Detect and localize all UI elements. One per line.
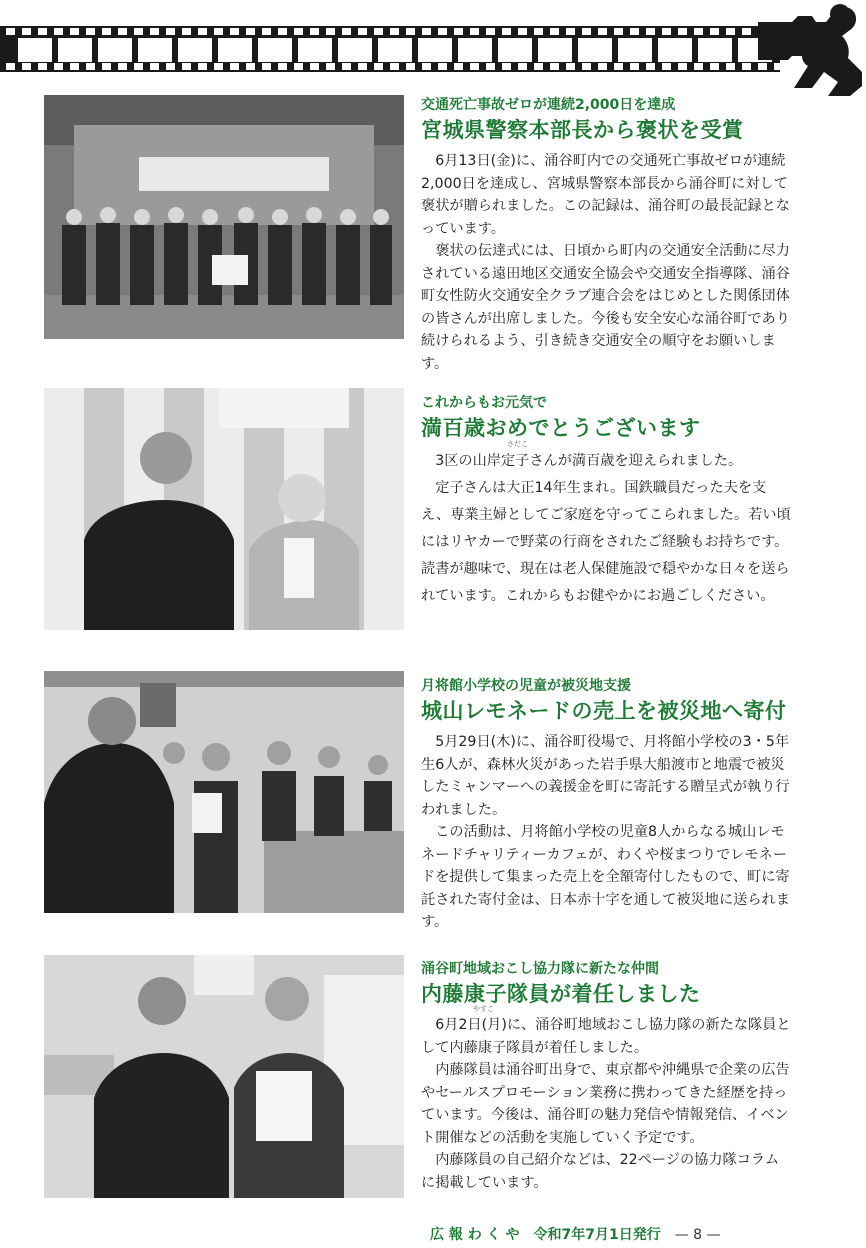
article-body bbox=[421, 440, 791, 610]
film-sprocket-hole bbox=[454, 28, 463, 35]
film-sprocket-hole bbox=[246, 28, 255, 35]
name-ruby: やすこ bbox=[473, 1005, 494, 1013]
article-paragraph: 6月13日(金)に、涌谷町内での交通死亡事故ゼロが連続2,000日を達成し、宮城県警察本部長から涌谷町に対して褒状が贈られました。この記録は、涌谷町の最長記録となっています。 bbox=[421, 153, 790, 237]
article-paragraph: 定子さんは大正14年生まれ。国鉄職員だった夫を支え、専業主婦としてご家庭を守ってこられました。若い頃にはリヤカーで野菜の行商をされたご経験もお持ちです。読書が趣味で、現在は老人保健施設で穏やかな日々を送られています。これからもお健やかにお過ごしください。 bbox=[421, 480, 791, 604]
page-number: — 8 — bbox=[674, 1227, 721, 1243]
article-body bbox=[421, 150, 791, 375]
film-sprocket-hole bbox=[550, 63, 559, 70]
film-frame bbox=[98, 38, 132, 62]
film-sprocket-hole bbox=[614, 28, 623, 35]
film-sprocket-hole bbox=[310, 63, 319, 70]
film-sprocket-hole bbox=[278, 63, 287, 70]
film-sprocket-hole bbox=[262, 63, 271, 70]
film-sprocket-hole bbox=[630, 63, 639, 70]
photo-new-member bbox=[44, 955, 404, 1198]
film-frame bbox=[658, 38, 692, 62]
film-sprocket-hole bbox=[726, 63, 735, 70]
film-sprocket-hole bbox=[710, 28, 719, 35]
film-sprocket-hole bbox=[342, 63, 351, 70]
film-sprocket-hole bbox=[70, 28, 79, 35]
film-sprocket-hole bbox=[198, 28, 207, 35]
photo-centenarian bbox=[44, 388, 404, 630]
article-body bbox=[421, 1005, 791, 1194]
film-sprocket-hole bbox=[454, 63, 463, 70]
article-paragraph: 内藤隊員の自己紹介などは、22ページの協力隊コラムに掲載しています。 bbox=[421, 1152, 780, 1191]
film-sprocket-hole bbox=[6, 28, 15, 35]
film-sprocket-hole bbox=[214, 28, 223, 35]
film-sprocket-hole bbox=[358, 28, 367, 35]
article-kicker: 交通死亡事故ゼロが連続2,000日を達成 bbox=[421, 97, 676, 113]
article-paragraph: 褒状の伝達式には、日頃から町内の交通安全活動に尽力されている遠田地区交通安全協会や交通安全指導隊、涌谷町女性防火交通安全クラブ連合会をはじめとした関係団体の皆さんが出席しました。今後も安全安心な涌谷町であり続けられるよう、引き続き交通安全の順守をお願いします。 bbox=[421, 243, 790, 372]
film-sprocket-hole bbox=[598, 28, 607, 35]
film-sprocket-hole bbox=[502, 28, 511, 35]
article-paragraph: 内藤隊員は涌谷町出身で、東京都や沖縄県で企業の広告やセールスプロモーション業務に携わってきた経歴を持っています。今後は、涌谷町の魅力発信や情報発信、イベント開催などの活動を実施していく予定です。 bbox=[421, 1062, 790, 1146]
film-frame bbox=[618, 38, 652, 62]
article-lemonade bbox=[421, 677, 791, 934]
article-kicker: これからもお元気で bbox=[421, 395, 547, 411]
film-sprocket-hole bbox=[118, 63, 127, 70]
page-footer bbox=[430, 1224, 721, 1244]
film-sprocket-hole bbox=[646, 63, 655, 70]
film-sprocket-hole bbox=[678, 63, 687, 70]
film-sprocket-hole bbox=[646, 28, 655, 35]
film-sprocket-hole bbox=[342, 28, 351, 35]
film-sprocket-hole bbox=[166, 28, 175, 35]
article-paragraph: 5月29日(木)に、涌谷町役場で、月将館小学校の3・5年生6人が、森林火災があった岩手県大船渡市と地震で被災したミャンマーへの義援金を町に寄託する贈呈式が執り行われました。 bbox=[421, 734, 790, 818]
film-strip-header bbox=[0, 26, 780, 72]
film-sprocket-hole bbox=[614, 63, 623, 70]
film-frame bbox=[18, 38, 52, 62]
film-sprocket-hole bbox=[214, 63, 223, 70]
film-sprocket-hole bbox=[166, 63, 175, 70]
film-sprocket-hole bbox=[566, 63, 575, 70]
film-sprocket-hole bbox=[134, 63, 143, 70]
film-sprocket-hole bbox=[102, 28, 111, 35]
film-sprocket-hole bbox=[278, 28, 287, 35]
film-sprocket-hole bbox=[582, 63, 591, 70]
film-sprocket-hole bbox=[230, 63, 239, 70]
film-sprocket-hole bbox=[102, 63, 111, 70]
film-sprocket-hole bbox=[374, 28, 383, 35]
film-sprocket-hole bbox=[118, 28, 127, 35]
film-sprocket-hole bbox=[662, 63, 671, 70]
film-sprocket-hole bbox=[390, 28, 399, 35]
article-paragraph: 6月2日(月)に、涌谷町地域おこし協力隊の新たな隊員として内藤康子隊員が着任しました。 bbox=[421, 1017, 791, 1056]
film-frame bbox=[498, 38, 532, 62]
article-body bbox=[421, 731, 791, 934]
film-sprocket-hole bbox=[182, 28, 191, 35]
film-sprocket-hole bbox=[566, 28, 575, 35]
film-sprocket-hole bbox=[374, 63, 383, 70]
film-sprocket-hole bbox=[582, 28, 591, 35]
film-sprocket-hole bbox=[86, 28, 95, 35]
film-sprocket-hole bbox=[86, 63, 95, 70]
article-headline: 宮城県警察本部長から褒状を受賞 bbox=[421, 118, 744, 142]
film-frame bbox=[138, 38, 172, 62]
film-sprocket-hole bbox=[294, 28, 303, 35]
film-sprocket-hole bbox=[662, 28, 671, 35]
film-sprocket-hole bbox=[470, 63, 479, 70]
film-sprocket-hole bbox=[518, 28, 527, 35]
photo-lemonade-donation bbox=[44, 671, 404, 913]
article-traffic-award bbox=[421, 96, 791, 375]
film-sprocket-hole bbox=[22, 28, 31, 35]
film-sprocket-hole bbox=[262, 28, 271, 35]
film-sprocket-hole bbox=[358, 63, 367, 70]
film-sprocket-hole bbox=[710, 63, 719, 70]
film-sprocket-hole bbox=[326, 63, 335, 70]
film-frame bbox=[698, 38, 732, 62]
film-sprocket-hole bbox=[22, 63, 31, 70]
film-sprocket-hole bbox=[550, 28, 559, 35]
film-sprocket-hole bbox=[310, 28, 319, 35]
film-sprocket-hole bbox=[422, 28, 431, 35]
article-paragraph: 3区の山岸定子さんが満百歳を迎えられました。 bbox=[435, 453, 743, 469]
article-centenarian bbox=[421, 394, 791, 610]
film-sprocket-hole bbox=[470, 28, 479, 35]
film-sprocket-hole bbox=[486, 63, 495, 70]
article-headline: 満百歳おめでとうございます bbox=[421, 416, 701, 440]
film-sprocket-hole bbox=[438, 63, 447, 70]
film-sprocket-hole bbox=[630, 28, 639, 35]
film-sprocket-hole bbox=[230, 28, 239, 35]
film-sprocket-hole bbox=[54, 28, 63, 35]
film-sprocket-hole bbox=[294, 63, 303, 70]
film-sprocket-hole bbox=[438, 28, 447, 35]
film-sprocket-hole bbox=[406, 28, 415, 35]
film-frame bbox=[58, 38, 92, 62]
film-sprocket-hole bbox=[6, 63, 15, 70]
film-sprocket-hole bbox=[150, 63, 159, 70]
film-sprocket-hole bbox=[598, 63, 607, 70]
film-sprocket-hole bbox=[726, 28, 735, 35]
film-sprocket-hole bbox=[694, 28, 703, 35]
publication-name: 広 報 わ く や bbox=[430, 1227, 520, 1243]
film-sprocket-hole bbox=[150, 28, 159, 35]
film-sprocket-hole bbox=[534, 63, 543, 70]
name-ruby: さだこ bbox=[507, 440, 528, 448]
film-sprocket-hole bbox=[54, 63, 63, 70]
article-headline: 内藤康子隊員が着任しました bbox=[421, 982, 701, 1006]
article-new-member bbox=[421, 960, 791, 1194]
film-sprocket-hole bbox=[678, 28, 687, 35]
film-sprocket-hole bbox=[246, 63, 255, 70]
article-headline: 城山レモネードの売上を被災地へ寄付 bbox=[421, 699, 787, 723]
film-frame bbox=[178, 38, 212, 62]
article-kicker: 月将館小学校の児童が被災地支援 bbox=[421, 678, 631, 694]
film-frame bbox=[418, 38, 452, 62]
film-sprocket-hole bbox=[182, 63, 191, 70]
film-sprocket-hole bbox=[326, 28, 335, 35]
film-sprocket-hole bbox=[134, 28, 143, 35]
film-sprocket-hole bbox=[38, 63, 47, 70]
film-sprocket-hole bbox=[422, 63, 431, 70]
film-frame bbox=[538, 38, 572, 62]
film-frame bbox=[218, 38, 252, 62]
photo-award-ceremony bbox=[44, 95, 404, 339]
film-frame bbox=[458, 38, 492, 62]
film-sprocket-hole bbox=[502, 63, 511, 70]
article-kicker: 涌谷町地域おこし協力隊に新たな仲間 bbox=[421, 961, 659, 977]
film-sprocket-hole bbox=[486, 28, 495, 35]
film-sprocket-hole bbox=[390, 63, 399, 70]
film-frame bbox=[338, 38, 372, 62]
photographer-silhouette-icon bbox=[744, 0, 862, 96]
film-frame bbox=[298, 38, 332, 62]
film-frame bbox=[578, 38, 612, 62]
film-frame bbox=[378, 38, 412, 62]
film-sprocket-hole bbox=[38, 28, 47, 35]
film-sprocket-hole bbox=[694, 63, 703, 70]
film-sprocket-hole bbox=[70, 63, 79, 70]
film-frame bbox=[258, 38, 292, 62]
film-sprocket-hole bbox=[406, 63, 415, 70]
film-sprocket-hole bbox=[518, 63, 527, 70]
article-paragraph: この活動は、月将館小学校の児童8人からなる城山レモネードチャリティーカフェが、わくや桜まつりでレモネードを提供して集まった売上を全額寄付したもので、町に寄託された寄付金は、日本赤十字を通して被災地に送られます。 bbox=[421, 824, 790, 930]
publication-date: 令和7年7月1日発行 bbox=[533, 1227, 661, 1243]
film-sprocket-hole bbox=[534, 28, 543, 35]
film-sprocket-hole bbox=[198, 63, 207, 70]
